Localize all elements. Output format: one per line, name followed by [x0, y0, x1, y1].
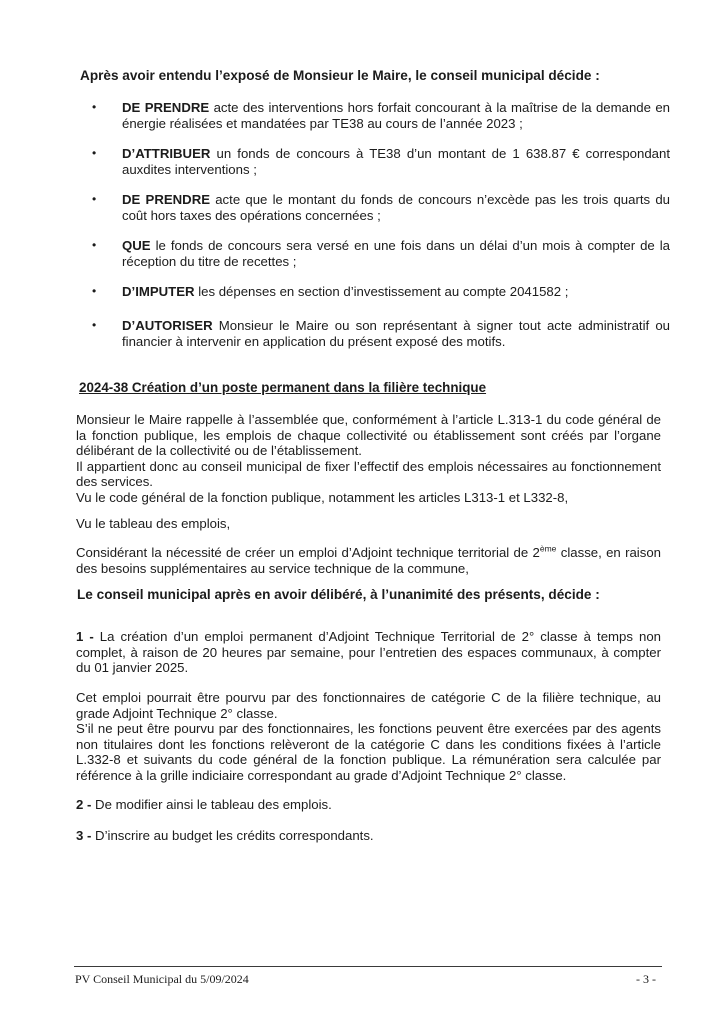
considerant-text-end: classe, en raison des besoins supplémentaires au service technique de la commune, [76, 545, 661, 576]
considerant-text: Considérant la nécessité de créer un emploi d’Adjoint technique territorial de 2 [76, 545, 540, 560]
intro-heading: Après avoir entendu l’exposé de Monsieur le Maire, le conseil municipal décide : [80, 68, 600, 83]
paragraph-considerant [76, 545, 661, 576]
decision-heading: Le conseil municipal après en avoir délibéré, à l’unanimité des présents, décide : [77, 587, 600, 602]
paragraph-rappel [76, 412, 661, 506]
list-item-text: les dépenses en section d’investissement au compte 2041582 ; [194, 284, 569, 299]
superscript: ème [539, 543, 557, 554]
article-1 [76, 629, 661, 676]
bullet-icon: • [92, 318, 97, 332]
list-item-keyword: DE PRENDRE [122, 100, 210, 115]
list-item-text: Monsieur le Maire ou son représentant à signer tout acte administratif ou financier à intervenir en application du présent exposé des motifs. [122, 318, 670, 349]
article-number: 1 - [76, 629, 94, 644]
list-item-text: acte des interventions hors forfait concourant à la maîtrise de la demande en énergie réalisées et mandatées par TE38 au cours de l’année 2023 ; [122, 100, 671, 131]
paragraph-vu-tableau: Vu le tableau des emplois, [76, 516, 231, 531]
article-text: De modifier ainsi le tableau des emplois. [91, 797, 332, 812]
bullet-icon: • [92, 238, 97, 252]
article-3 [76, 828, 661, 844]
article-2 [76, 797, 661, 813]
paragraph-line: Il appartient donc au conseil municipal de fixer l’effectif des emplois nécessaires au fonctionnement des services. [76, 458, 661, 490]
list-item [92, 238, 670, 284]
list-item [92, 318, 670, 349]
list-item-keyword: D’AUTORISER [122, 318, 213, 333]
page-number: - 3 - [636, 972, 656, 986]
list-item [92, 146, 670, 192]
footer-title: PV Conseil Municipal du 5/09/2024 [75, 972, 249, 986]
list-item-keyword: QUE [122, 238, 151, 253]
paragraph-line: Cet emploi pourrait être pourvu par des fonctionnaires de catégorie C de la filière technique, au grade Adjoint Technique 2° classe. [76, 690, 661, 721]
article-text: D’inscrire au budget les crédits correspondants. [91, 828, 374, 843]
list-item [92, 100, 670, 146]
paragraph-pourvu [76, 690, 661, 784]
bullet-icon: • [92, 192, 97, 206]
list-item-text: le fonds de concours sera versé en une fois dans un délai d’un mois à compter de la réception du titre de recettes ; [122, 238, 670, 269]
list-item [92, 192, 670, 238]
list-item-keyword: DE PRENDRE [122, 192, 211, 207]
list-item-text: un fonds de concours à TE38 d’un montant de 1 638.87 € correspondant auxdites interventions ; [122, 146, 670, 177]
bullet-icon: • [92, 284, 97, 298]
paragraph-line: S’il ne peut être pourvu par des fonctionnaires, les fonctions peuvent être exercées par des agents non titulaires dont les fonctions relèveront de la catégorie C dans les conditions fixées à l’article L.332-8 et suivants du code général de la fonction publique. La rémunération sera calculée par référence à la grille indiciaire correspondant au grade d’Adjoint Technique 2° classe. [76, 721, 661, 783]
list-item [92, 284, 670, 318]
article-number: 3 - [76, 828, 92, 843]
list-item-text: acte que le montant du fonds de concours n’excède pas les trois quarts du coût hors taxes des opérations concernées ; [122, 192, 671, 223]
article-text: La création d’un emploi permanent d’Adjoint Technique Territorial de 2° classe à temps non complet, à raison de 20 heures par semaine, pour l’entretien des espaces communaux, à compter du 01 janvier 2025. [76, 629, 661, 676]
section-title: 2024-38 Création d’un poste permanent dans la filière technique [79, 380, 487, 395]
list-item-keyword: D’IMPUTER [122, 284, 195, 299]
footer-divider [74, 966, 662, 967]
paragraph-line: Vu le code général de la fonction publique, notamment les articles L313-1 et L332-8, [76, 489, 569, 505]
list-item-keyword: D’ATTRIBUER [122, 146, 211, 161]
bullet-icon: • [92, 146, 97, 160]
decision-list [92, 100, 670, 349]
bullet-icon: • [92, 100, 97, 114]
article-number: 2 - [76, 797, 92, 812]
paragraph-line: Monsieur le Maire rappelle à l’assemblée que, conformément à l’article L.313-1 du code général de la fonction publique, les emplois de chaque collectivité ou établissement sont créés par l’organe délibérant de la collectivité ou de l’établissement. [76, 412, 661, 459]
